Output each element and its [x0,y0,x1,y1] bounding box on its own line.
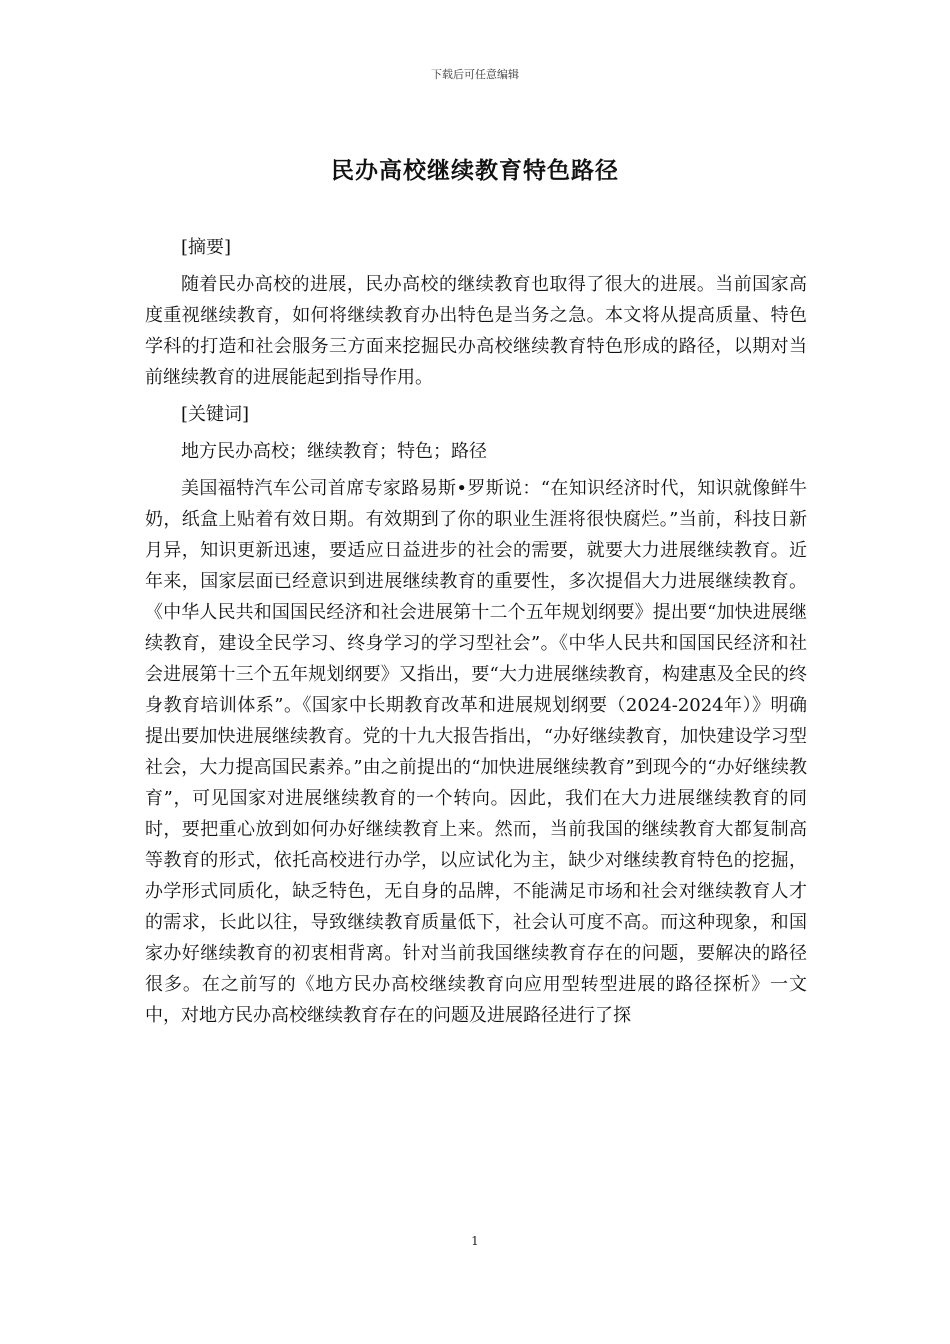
keywords-text: 地方民办高校；继续教育；特色；路径 [181,441,487,462]
header-note: 下载后可任意编辑 [431,68,519,81]
document-title: 民办高校继续教育特色路径 [331,158,619,184]
body-paragraph: 美国福特汽车公司首席专家路易斯•罗斯说：“在知识经济时代，知识就像鲜牛奶，纸盒上贴着有效日期。有效期到了你的职业生涯将很快腐烂。”当前，科技日新月异，知识更新迅速，要适应日益进步的社会的需要，就要大力进展继续教育。近年来，国家层面已经意识到进展继续教育的重要性，多次提倡大力进展继续教育。《中华人民共和国国民经济和社会进展第十二个五年规划纲要》提出要“加快进展继续教育，建设全民学习、终身学习的学习型社会”。《中华人民共和国国民经济和社会进展第十三个五年规划纲要》又指出，要“大力进展继续教育，构建惠及全民的终身教育培训体系”。《国家中长期教育改革和进展规划纲要（2024-2024年）》明确提出要加快进展继续教育。党的十九大报告指出，“办好继续教育，加快建设学习型社会，大力提高国民素养。”由之前提出的“加快进展继续教育”到现今的“办好继续教育”，可见国家对进展继续教育的一个转向。因此，我们在大力进展继续教育的同时，要把重心放到如何办好继续教育上来。然而，当前我国的继续教育大都复制高等教育的形式，依托高校进行办学，以应试化为主，缺少对继续教育特色的挖掘，办学形式同质化，缺乏特色，无自身的品牌，不能满足市场和社会对继续教育人才的需求，长此以往，导致继续教育质量低下，社会认可度不高。而这种现象，和国家办好继续教育的初衷相背离。针对当前我国继续教育存在的问题，要解决的路径很多。在之前写的《地方民办高校继续教育向应用型转型进展的路径探析》一文中，对地方民办高校继续教育存在的问题及进展路径进行了探 [145,478,807,1026]
document-body [145,232,807,1037]
keywords-label: [关键词] [181,404,250,425]
abstract-text: 随着民办高校的进展，民办高校的继续教育也取得了很大的进展。当前国家高度重视继续教育，如何将继续教育办出特色是当务之急。本文将从提高质量、特色学科的打造和社会服务三方面来挖掘民办高校继续教育特色形成的路径，以期对当前继续教育的进展能起到指导作用。 [145,274,807,388]
page-number: 1 [471,1234,479,1248]
abstract-label: [摘要] [181,237,232,258]
